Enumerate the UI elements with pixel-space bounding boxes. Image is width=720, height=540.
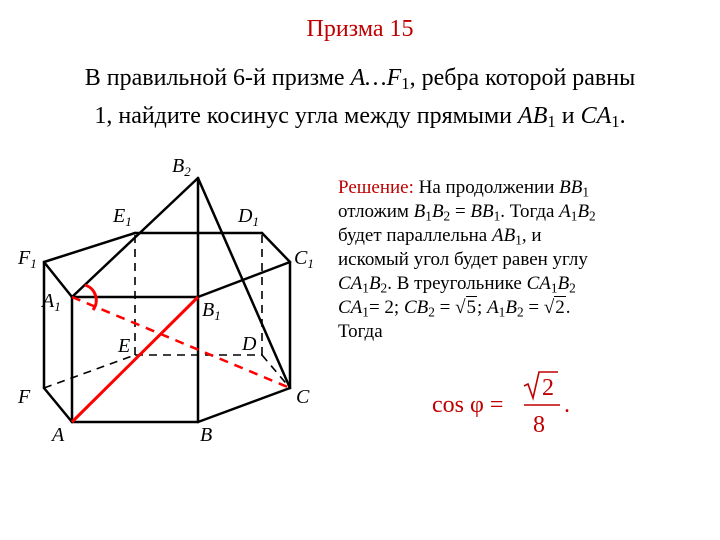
edge-d-c xyxy=(262,355,290,388)
solution-line-1: Решение: На продолжении $BB_1$ xyxy=(338,177,589,200)
vertex-labels xyxy=(17,155,314,446)
label-b1: $B_1$ xyxy=(202,299,221,323)
label-e: E xyxy=(118,335,131,357)
label-b2: $B_2$ xyxy=(172,155,191,179)
sqrt-5: √5 xyxy=(455,297,477,318)
label-b: B xyxy=(200,424,213,446)
cos-formula xyxy=(432,368,592,440)
solution-line-3: будет параллельна $AB_1$, и xyxy=(338,225,542,248)
problem-statement: В правильной 6-й призме $A\dots F_1$, ребра которой равны 1, найдите косинус угла между прямыми $AB_1$ и $CA_1$. xyxy=(84,65,636,132)
label-c1: $C_1$ xyxy=(294,247,314,271)
formula-end-dot: . xyxy=(564,392,570,418)
label-d1: $D_1$ xyxy=(238,205,259,229)
fraction-denominator: 8 xyxy=(533,412,545,438)
fraction-numerator: 2 xyxy=(542,375,554,401)
label-f: F xyxy=(18,386,31,408)
label-e1: $E_1$ xyxy=(113,205,132,229)
prism-hidden-edges xyxy=(44,233,290,388)
solution-line-4: искомый угол будет равен углу xyxy=(338,249,588,270)
label-d: D xyxy=(242,333,257,355)
label-c: C xyxy=(296,386,310,408)
edge-f1-e1 xyxy=(44,233,135,262)
solution-line-6: $CA_1= 2$; $CB_2 = √5$; $A_1B_2 = √2$. xyxy=(338,297,571,320)
edge-f-a xyxy=(44,388,72,422)
sqrt-2: √2 xyxy=(543,297,565,318)
edge-d1-c1 xyxy=(262,233,290,262)
edge-b-c xyxy=(198,388,290,422)
segment-a-b1 xyxy=(72,297,198,422)
prism-figure xyxy=(15,150,320,450)
edge-c1-b1 xyxy=(198,262,290,297)
label-a: A xyxy=(52,424,65,446)
solution-line-2: отложим $B_1B_2 = BB_1$. Тогда $A_1B_2$ xyxy=(338,201,596,224)
highlight-lines xyxy=(72,285,290,422)
label-f1: $F_1$ xyxy=(18,247,37,271)
solution-text xyxy=(338,176,688,344)
solution-line-5: $CA_1B_2$. В треугольнике $CA_1B_2$ xyxy=(338,273,576,296)
label-a1: $A_1$ xyxy=(42,290,61,314)
cos-phi-label: cos φ = xyxy=(432,392,504,418)
solution-line-7: Тогда xyxy=(338,321,383,342)
page-title: Призма 15 xyxy=(306,16,414,42)
solution-label: Решение: xyxy=(338,177,414,198)
